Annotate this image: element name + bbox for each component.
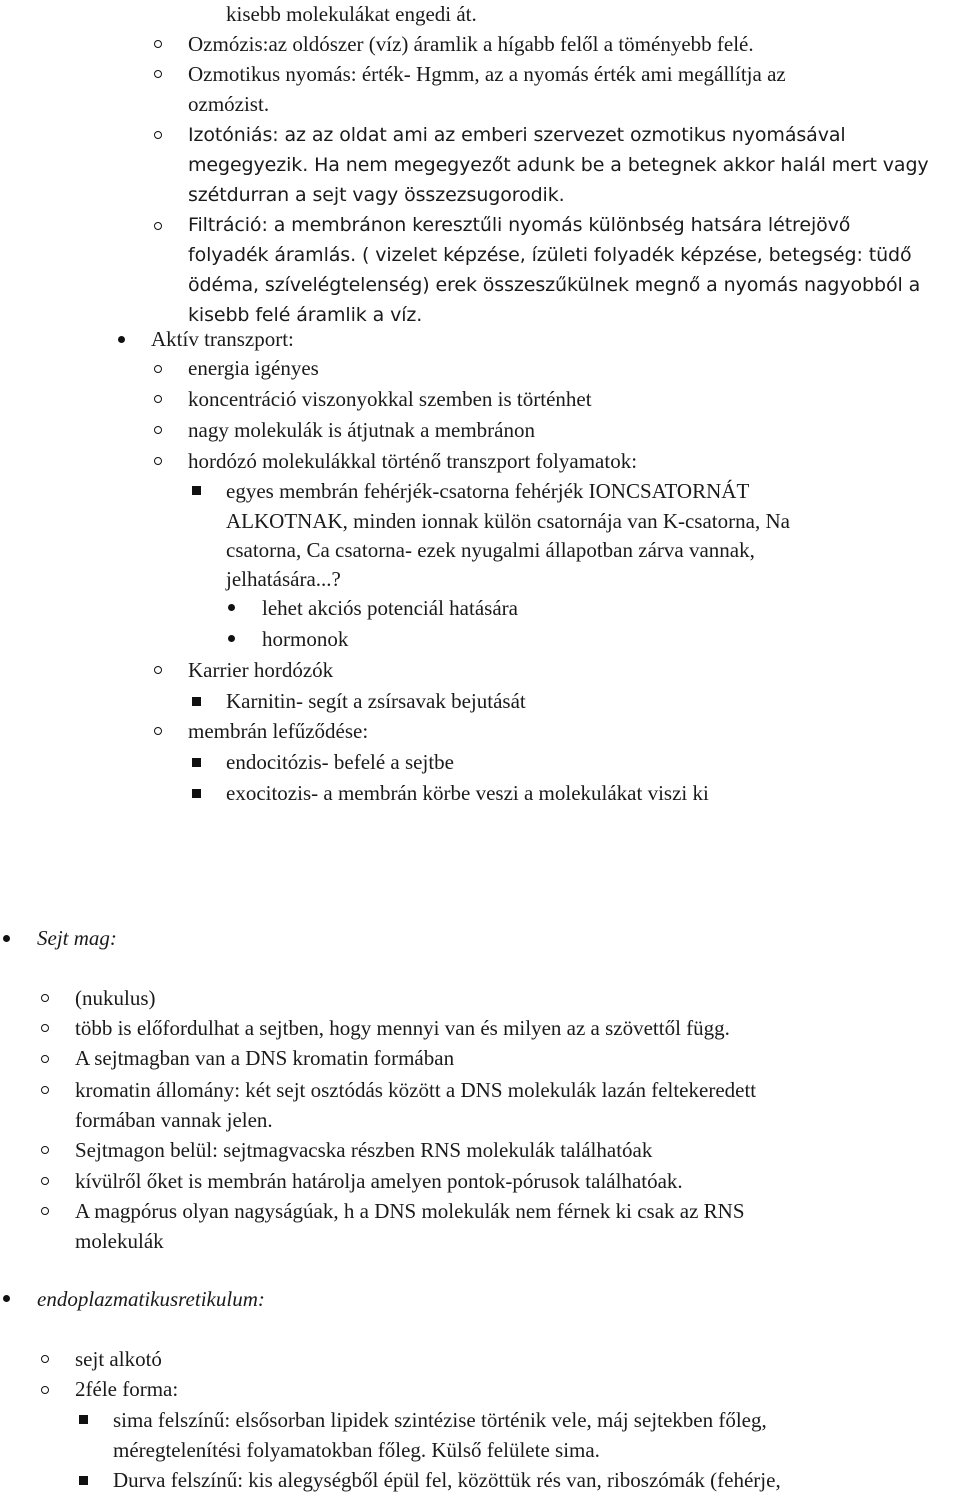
circle-bullet-icon [41, 1086, 49, 1094]
pore-size-text: molekulák [75, 1229, 164, 1253]
membrane-budding-text: membrán lefűződése: [188, 719, 369, 743]
circle-bullet-icon [41, 1207, 49, 1215]
circle-bullet-icon [41, 1386, 49, 1394]
er-heading: endoplazmatikusretikulum: [37, 1287, 265, 1311]
square-bullet-icon [192, 758, 201, 767]
ion-channel-text: csatorna, Ca csatorna- ezek nyugalmi állapotban zárva vannak, [226, 538, 755, 562]
ion-channel-text: jelhatására...? [226, 567, 341, 591]
er-item: 2féle forma: [75, 1377, 179, 1401]
osmotic-pressure-text: ozmózist. [188, 92, 270, 116]
circle-bullet-icon [154, 395, 162, 403]
active-transport-item: hordózó molekulákkal történő transzport folyamatok: [188, 449, 638, 473]
circle-bullet-icon [154, 457, 162, 465]
osmosis-text: Ozmózis:az oldószer (víz) áramlik a hígabb felől a töményebb felé. [188, 32, 754, 56]
bullet-icon [118, 336, 125, 343]
circle-bullet-icon [41, 994, 49, 1002]
smooth-er-text: sima felszínű: elsősorban lipidek szintézise történik vele, máj sejtekben főleg, [113, 1408, 767, 1432]
trigger-item: lehet akciós potenciál hatására [262, 596, 518, 620]
filtration-text: Filtráció: a membránon keresztűli nyomás különbség hatsára létrejövő [188, 214, 851, 236]
osmotic-pressure-text: Ozmotikus nyomás: érték- Hgmm, az a nyomás érték ami megállítja az [188, 62, 786, 86]
rough-er-text: Durva felszínű: kis alegységből épül fel, közöttük rés van, riboszómák (fehérje, [113, 1468, 781, 1492]
carnitine-text: Karnitin- segít a zsírsavak bejutását [226, 689, 526, 713]
nucleus-item: több is előfordulhat a sejtben, hogy mennyi van és milyen az a szövettől függ. [75, 1016, 730, 1040]
carrier-text: Karrier hordózók [188, 658, 334, 682]
circle-bullet-icon [154, 666, 162, 674]
smooth-er-text: méregtelenítési folyamatokban főleg. Külső felülete sima. [113, 1438, 600, 1462]
circle-bullet-icon [154, 131, 162, 139]
circle-bullet-icon [154, 426, 162, 434]
circle-bullet-icon [41, 1177, 49, 1185]
ion-channel-text: ALKOTNAK, minden ionnak külön csatornája van K-csatorna, Na [226, 509, 790, 533]
bullet-icon [228, 635, 235, 642]
square-bullet-icon [192, 486, 201, 495]
nucleus-item: (nukulus) [75, 986, 156, 1010]
nucleus-item: A sejtmagban van a DNS kromatin formában [75, 1046, 455, 1070]
bullet-icon [228, 604, 235, 611]
nucleus-heading: Sejt mag: [37, 926, 117, 950]
circle-bullet-icon [154, 727, 162, 735]
isotonic-text: Izotóniás: az az oldat ami az emberi szervezet ozmotikus nyomásával [188, 124, 846, 146]
circle-bullet-icon [41, 1146, 49, 1154]
trigger-item: hormonok [262, 627, 349, 651]
square-bullet-icon [192, 697, 201, 706]
filtration-text: folyadék áramlás. ( vizelet képzése, ízületi folyadék képzése, betegség: tüdő [188, 244, 912, 266]
active-transport-heading: Aktív transzport: [151, 327, 294, 351]
circle-bullet-icon [154, 40, 162, 48]
isotonic-text: szétdurran a sejt vagy összezsugorodik. [188, 184, 565, 206]
pore-size-text: A magpórus olyan nagyságúak, h a DNS molekulák nem férnek ki csak az RNS [75, 1199, 745, 1223]
filtration-text: kisebb felé áramlik a víz. [188, 304, 423, 326]
active-transport-item: koncentráció viszonyokkal szemben is történhet [188, 387, 592, 411]
square-bullet-icon [79, 1476, 88, 1485]
circle-bullet-icon [154, 365, 162, 373]
circle-bullet-icon [41, 1355, 49, 1363]
circle-bullet-icon [41, 1024, 49, 1032]
isotonic-text: megegyezik. Ha nem megegyezőt adunk be a betegnek akkor halál mert vagy [188, 154, 929, 176]
endocytosis-text: endocitózis- befelé a sejtbe [226, 750, 454, 774]
chromatin-text: kromatin állomány: két sejt osztódás között a DNS molekulák lazán feltekeredett [75, 1078, 757, 1102]
square-bullet-icon [79, 1415, 88, 1424]
chromatin-text: formában vannak jelen. [75, 1108, 273, 1132]
circle-bullet-icon [154, 70, 162, 78]
nucleolus-text: Sejtmagon belül: sejtmagvacska részben RNS molekulák találhatóak [75, 1138, 653, 1162]
bullet-icon [3, 935, 10, 942]
ion-channel-text: egyes membrán fehérjék-csatorna fehérjék IONCSATORNÁT [226, 479, 750, 503]
pores-text: kívülről őket is membrán határolja amelyen pontok-pórusok találhatóak. [75, 1169, 683, 1193]
active-transport-item: nagy molekulák is átjutnak a membránon [188, 418, 535, 442]
text-line: kisebb molekulákat engedi át. [226, 2, 477, 26]
bullet-icon [3, 1295, 10, 1302]
square-bullet-icon [192, 789, 201, 798]
er-item: sejt alkotó [75, 1347, 162, 1371]
active-transport-item: energia igényes [188, 356, 319, 380]
filtration-text: ödéma, szívelégtelenség) erek összeszűkülnek megnő a nyomás nagyobból a [188, 274, 921, 296]
circle-bullet-icon [41, 1055, 49, 1063]
circle-bullet-icon [154, 222, 162, 230]
exocytosis-text: exocitozis- a membrán körbe veszi a molekulákat viszi ki [226, 781, 709, 805]
